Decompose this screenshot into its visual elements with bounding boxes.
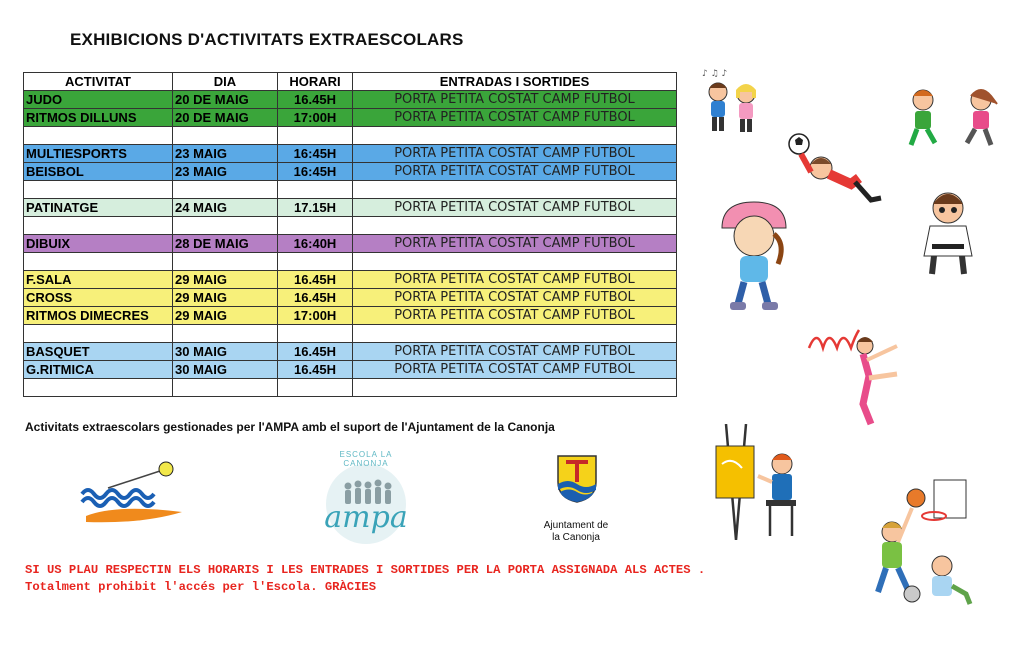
- cell-horari: 17.15H: [278, 199, 353, 217]
- notice-line-1: SI US PLAU RESPECTIN ELS HORARIS I LES ENTRADES I SORTIDES PER LA PORTA ASSIGNADA ALS ACTES .: [25, 563, 706, 577]
- table-row: [24, 91, 677, 109]
- page-title: EXHIBICIONS D'ACTIVITATS EXTRAESCOLARS: [70, 30, 464, 49]
- table-row: [24, 235, 677, 253]
- cell-horari: 16.45H: [278, 361, 353, 379]
- footnote: Activitats extraescolars gestionades per l'AMPA amb el suport de l'Ajuntament de la Canonja: [25, 420, 555, 434]
- cell-horari: 17:00H: [278, 109, 353, 127]
- schedule-table: [23, 72, 677, 397]
- cell-activitat: G.RITMICA: [24, 361, 173, 379]
- table-row: [24, 199, 677, 217]
- table-row: [24, 289, 677, 307]
- cell-entrada: PORTA PETITA COSTAT CAMP FUTBOL: [353, 361, 677, 379]
- cell-entrada: PORTA PETITA COSTAT CAMP FUTBOL: [353, 91, 677, 109]
- ajuntament-label-2: la Canonja: [552, 532, 600, 543]
- header-entrades: ENTRADAS I SORTIDES: [353, 73, 677, 91]
- gymnast-illustration: [805, 318, 915, 428]
- cell-dia: 29 MAIG: [173, 271, 278, 289]
- coat-of-arms-icon: [556, 454, 598, 504]
- cell-horari: 16:45H: [278, 145, 353, 163]
- header-horari: HORARI: [278, 73, 353, 91]
- ampa-word: ampa: [324, 500, 408, 535]
- cell-horari: 16.45H: [278, 343, 353, 361]
- header-dia: DIA: [173, 73, 278, 91]
- table-row: [24, 145, 677, 163]
- header-activitat: ACTIVITAT: [24, 73, 173, 91]
- cell-horari: 16.45H: [278, 91, 353, 109]
- cell-horari: 16.45H: [278, 271, 353, 289]
- notice: [25, 562, 705, 596]
- table-row: [24, 271, 677, 289]
- cell-entrada: PORTA PETITA COSTAT CAMP FUTBOL: [353, 145, 677, 163]
- cell-activitat: PATINATGE: [24, 199, 173, 217]
- cell-activitat: F.SALA: [24, 271, 173, 289]
- skater-girl-illustration: [714, 198, 794, 316]
- ampa-logo: [318, 448, 414, 548]
- cell-dia: 28 DE MAIG: [173, 235, 278, 253]
- table-row: [24, 361, 677, 379]
- cell-activitat: RITMOS DIMECRES: [24, 307, 173, 325]
- cell-activitat: JUDO: [24, 91, 173, 109]
- cell-entrada: PORTA PETITA COSTAT CAMP FUTBOL: [353, 271, 677, 289]
- basketball-illustration: [868, 476, 976, 612]
- cell-dia: 29 MAIG: [173, 289, 278, 307]
- painter-illustration: [712, 424, 806, 540]
- cell-entrada: PORTA PETITA COSTAT CAMP FUTBOL: [353, 289, 677, 307]
- cell-activitat: CROSS: [24, 289, 173, 307]
- kids-singing-illustration: [698, 66, 768, 140]
- table-row: [24, 109, 677, 127]
- cell-dia: 24 MAIG: [173, 199, 278, 217]
- spacer-row: [24, 181, 677, 199]
- goalkeeper-illustration: [785, 128, 885, 224]
- ajuntament-logo: [536, 452, 616, 548]
- ajuntament-label-1: Ajuntament de: [543, 520, 609, 531]
- kids-running-illustration: [905, 86, 1009, 158]
- cell-dia: 30 MAIG: [173, 343, 278, 361]
- cell-activitat: MULTIESPORTS: [24, 145, 173, 163]
- cell-activitat: DIBUIX: [24, 235, 173, 253]
- cell-entrada: PORTA PETITA COSTAT CAMP FUTBOL: [353, 163, 677, 181]
- cell-dia: 20 DE MAIG: [173, 109, 278, 127]
- cell-entrada: PORTA PETITA COSTAT CAMP FUTBOL: [353, 307, 677, 325]
- spacer-row: [24, 217, 677, 235]
- judo-kid-illustration: [918, 188, 982, 278]
- cell-entrada: PORTA PETITA COSTAT CAMP FUTBOL: [353, 199, 677, 217]
- cell-horari: 17:00H: [278, 307, 353, 325]
- spacer-row: [24, 127, 677, 145]
- cell-entrada: PORTA PETITA COSTAT CAMP FUTBOL: [353, 235, 677, 253]
- table-row: [24, 307, 677, 325]
- cell-horari: 16.45H: [278, 289, 353, 307]
- cell-dia: 29 MAIG: [173, 307, 278, 325]
- cell-activitat: BASQUET: [24, 343, 173, 361]
- table-row: [24, 163, 677, 181]
- ampa-arc-text: ESCOLA LA CANONJA: [339, 450, 393, 468]
- cell-activitat: RITMOS DILLUNS: [24, 109, 173, 127]
- table-header-row: [24, 73, 677, 91]
- notice-line-2: Totalment prohibit l'accés per l'Escola. GRÀCIES: [25, 580, 377, 594]
- spacer-row: [24, 379, 677, 397]
- cell-entrada: PORTA PETITA COSTAT CAMP FUTBOL: [353, 343, 677, 361]
- cell-dia: 23 MAIG: [173, 163, 278, 181]
- cell-dia: 30 MAIG: [173, 361, 278, 379]
- cell-horari: 16:40H: [278, 235, 353, 253]
- spacer-row: [24, 253, 677, 271]
- table-row: [24, 343, 677, 361]
- svg-text:♪ ♫ ♪: ♪ ♫ ♪: [702, 69, 728, 79]
- cell-entrada: PORTA PETITA COSTAT CAMP FUTBOL: [353, 109, 677, 127]
- cell-horari: 16:45H: [278, 163, 353, 181]
- cell-dia: 23 MAIG: [173, 145, 278, 163]
- spacer-row: [24, 325, 677, 343]
- cell-activitat: BEISBOL: [24, 163, 173, 181]
- club-logo: [78, 458, 186, 530]
- cell-dia: 20 DE MAIG: [173, 91, 278, 109]
